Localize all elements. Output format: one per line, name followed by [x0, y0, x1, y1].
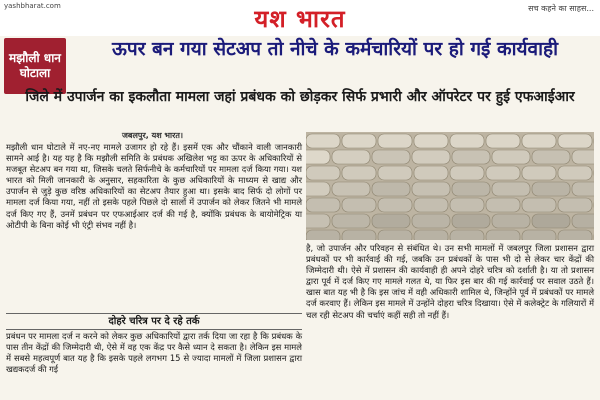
grain-sack	[332, 182, 370, 196]
grain-sack	[378, 198, 412, 212]
grain-sack	[486, 230, 520, 240]
grain-sack	[492, 214, 530, 228]
grain-sack	[332, 214, 370, 228]
grain-sack	[492, 182, 530, 196]
masthead	[0, 0, 600, 36]
grain-sack	[306, 150, 330, 164]
grain-sack	[486, 134, 520, 148]
grain-sack	[412, 150, 450, 164]
grain-sack	[306, 166, 340, 180]
grain-sack	[452, 182, 490, 196]
grain-sack	[450, 230, 484, 240]
grain-sack	[522, 166, 556, 180]
grain-sack	[572, 150, 594, 164]
article-column-left-lower	[6, 331, 302, 375]
grain-sack	[486, 166, 520, 180]
grain-sack	[306, 134, 340, 148]
grain-sack	[412, 182, 450, 196]
grain-sack	[332, 150, 370, 164]
dateline: जबलपुर, यश भारत।	[122, 131, 183, 140]
section-subheading: दोहरे चरित्र पर दे रहे तर्क	[6, 313, 302, 330]
grain-sack	[532, 150, 570, 164]
grain-sack	[452, 214, 490, 228]
paper-name: यश भारत	[254, 4, 346, 33]
site-url: yashbharat.com	[4, 2, 61, 10]
grain-sack	[558, 198, 592, 212]
grain-sack	[486, 198, 520, 212]
grain-sacks-photo	[306, 132, 594, 240]
grain-sack	[572, 182, 594, 196]
grain-sack	[558, 134, 592, 148]
grain-sack	[414, 166, 448, 180]
grain-sack	[450, 198, 484, 212]
grain-sack	[532, 182, 570, 196]
grain-sack	[414, 198, 448, 212]
grain-sack	[306, 230, 340, 240]
grain-sack	[522, 230, 556, 240]
grain-sack	[342, 166, 376, 180]
grain-sack	[532, 214, 570, 228]
grain-sack	[414, 230, 448, 240]
grain-sack	[306, 198, 340, 212]
grain-sack	[558, 230, 592, 240]
sacks-illustration	[306, 132, 594, 240]
article-column-left	[6, 142, 302, 231]
grain-sack	[558, 166, 592, 180]
grain-sack	[522, 134, 556, 148]
tagline: सच कहने का साहस...	[528, 4, 594, 13]
grain-sack	[306, 182, 330, 196]
grain-sack	[342, 134, 376, 148]
article-paragraph: प्रबंधन पर मामला दर्ज न करने को लेकर कुछ अधिकारियों द्वारा तर्क दिया जा रहा है कि प्रबंधक के पास तीन केंद्रों की जिम्मेदारी थी, ऐसे में वह एक केंद्र पर कैसे ध्यान दे सकता है। लेकिन इस मामले में सबसे महत्वपूर्ण बात यह है कि इसके पहले लगभग 15 से ज्यादा मामलों में जिला प्रशासन द्वारा खद्यकदर्ज की गई	[6, 331, 302, 375]
grain-sack	[378, 166, 412, 180]
grain-sack	[372, 214, 410, 228]
subhead: जिले में उपार्जन का इकलौता मामला जहां प्रबंधक को छोड़कर सिर्फ प्रभारी और ऑपरेटर पर हुई एफआईआर	[25, 89, 575, 105]
grain-sack	[378, 230, 412, 240]
grain-sack	[372, 150, 410, 164]
grain-sack	[372, 182, 410, 196]
grain-sack	[378, 134, 412, 148]
story-tag: मझौली धान घोटाला	[4, 38, 66, 94]
grain-sack	[342, 230, 376, 240]
article-column-right	[306, 243, 594, 321]
grain-sack	[522, 198, 556, 212]
headline: ऊपर बन गया सेटअप तो नीचे के कर्मचारियों पर हो गई कार्यवाही	[111, 38, 559, 60]
grain-sack	[492, 150, 530, 164]
grain-sack	[452, 150, 490, 164]
grain-sack	[414, 134, 448, 148]
grain-sack	[450, 166, 484, 180]
grain-sack	[450, 134, 484, 148]
grain-sack	[306, 214, 330, 228]
grain-sack	[572, 214, 594, 228]
article-paragraph: मझौली धान घोटाले में नए-नए मामले उजागर हो रहे हैं। इसमें एक और चौंकाने वाली जानकारी सामने आई है। यह यह है कि मझौली समिति के प्रबंधक अखिलेश भट्ट का ऊपर के अधिकारियों से मजबूत सेटअप बन गया था, जिसके चलते सिर्फनीचे के कर्मचारियों पर मामला दर्ज किया गया। यश भारत को मिली जानकारी के अनुसार, सहकारिता के कुछ अधिकारियों के माध्यम से खाद्य और उपार्जन से जुड़े कुछ वरिष्ठ अधिकारियों का सेटअप तैयार हुआ था। इसके बाद सिर्फ दो लोगों पर मामला दर्ज किया गया, नहीं तो इसके पहले पिछले दो सालों में उपार्जन को लेकर जितने भी मामले दर्ज किए गए हैं, उनमें प्रबंधन पर एफआईआर दर्ज की गई है, क्योंकि प्रबंधक के बायोमेट्रिक या ओटीपी के बिना कोई भी एंट्री संभव नहीं है।	[6, 142, 302, 230]
grain-sack	[342, 198, 376, 212]
grain-sack	[412, 214, 450, 228]
article-paragraph: है, जो उपार्जन और परिवहन से संबंधित थे। उन सभी मामलों में जबलपुर जिला प्रशासन द्वारा प्रबंधकों पर भी कार्रवाई की गई, जबकि उन प्रबंधकों के पास भी दो से लेकर चार केंद्रों की जिम्मेदारी थी। ऐसे में प्रशासन की कार्यवाही ही अपने दोहरे चरित्र को दर्शाती है। या तो प्रशासन द्वारा पूर्व में दर्ज किए गए मामले गलत थे, या फिर इस बार की गई कार्रवाई पर सवाल उठते हैं। खास बात यह भी है कि इस जांच में वही अधिकारी शामिल थे, जिन्होंने पूर्व में प्रबंधकों पर मामले दर्ज करवाए हैं। लेकिन इस मामले में उन्होंने दोहरा चरित्र दिखाया। ऐसे में कलेक्ट्रेट के गलियारों में चल रही सेटअप की चर्चाएं कहीं सही तो नहीं हैं।	[306, 243, 594, 320]
